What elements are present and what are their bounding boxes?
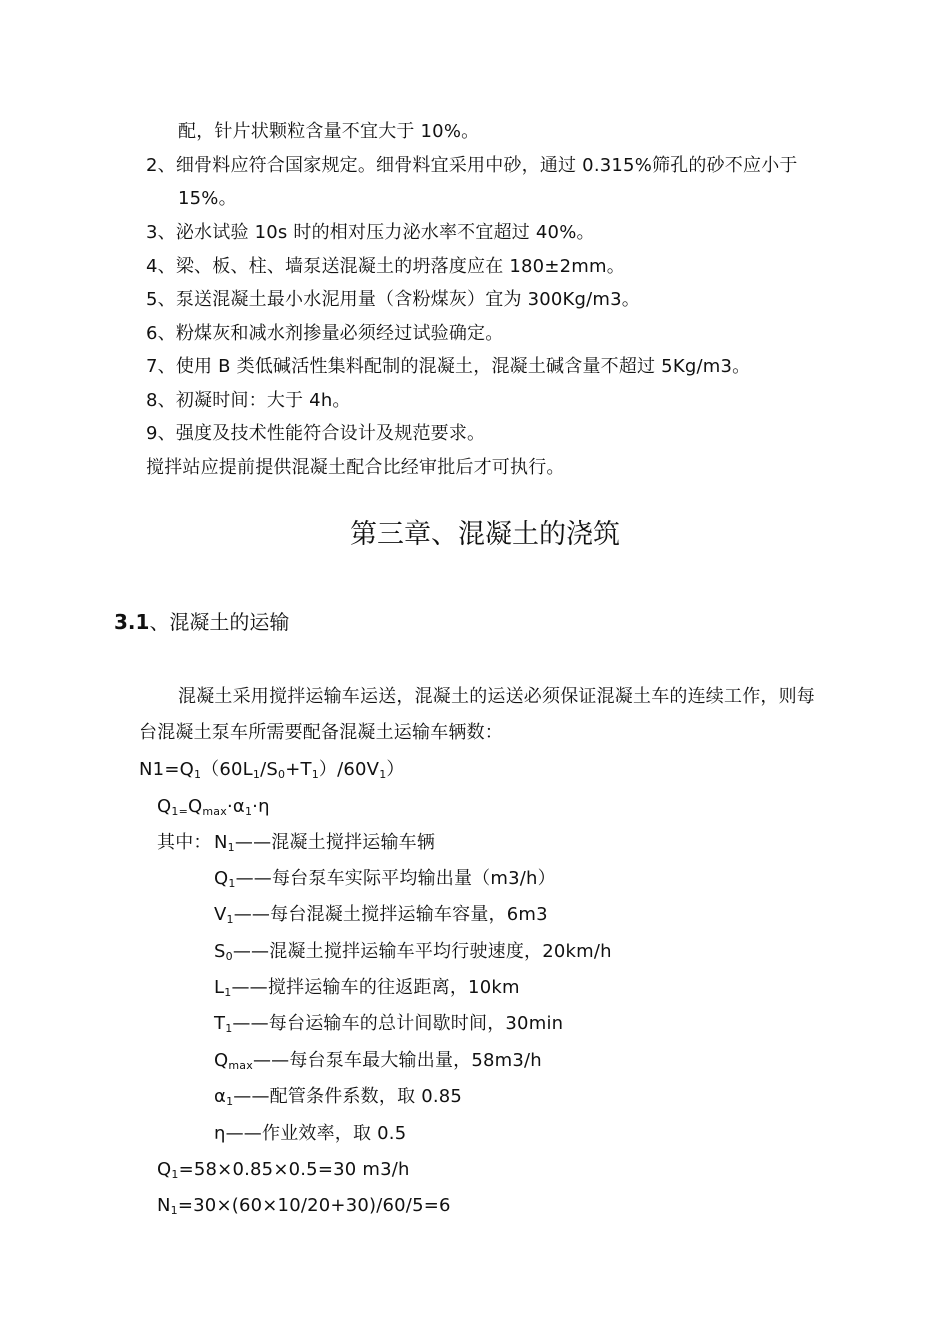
body-paragraph-line-1: 混凝土采用搅拌运输车运送，混凝土的运送必须保证混凝土车的连续工作，则每 bbox=[178, 686, 815, 707]
list-item-2-cont: 15%。 bbox=[178, 188, 237, 209]
chapter-title: 第三章、混凝土的浇筑 bbox=[350, 519, 620, 550]
definition-n1: $N_1——$混凝土搅拌运输车辆 bbox=[214, 832, 436, 854]
list-continuation: 配，针片状颗粒含量不宜大于 10%。 bbox=[178, 121, 480, 142]
calc-q1: $Q_1=58\times 0.85\times 0.5=30$ m3/h bbox=[157, 1159, 410, 1181]
list-item-6: 6、粉煤灰和减水剂掺量必须经过试验确定。 bbox=[146, 323, 504, 344]
definition-v1: $V_1——$每台混凝土搅拌运输车容量，6m3 bbox=[214, 904, 548, 926]
body-paragraph-line-2: 台混凝土泵车所需要配备混凝土运输车辆数： bbox=[139, 722, 503, 743]
list-item-8: 8、初凝时间：大于 4h。 bbox=[146, 390, 351, 411]
list-item-3: 3、泌水试验 10s 时的相对压力泌水率不宜超过 40%。 bbox=[146, 222, 595, 243]
list-item-9: 9、强度及技术性能符合设计及规范要求。 bbox=[146, 423, 486, 444]
definition-l1: $L_1——$搅拌运输车的往返距离，10km bbox=[214, 977, 520, 999]
list-item-2: 2、细骨料应符合国家规定。细骨料宜采用中砂，通过 0.315%筛孔的砂不应小于 bbox=[146, 155, 798, 176]
formula-q1: $Q_{1=}Q_{max}\cdot\alpha_1\cdot\eta$ bbox=[157, 796, 270, 818]
definition-eta: η——作业效率，取 0.5 bbox=[214, 1123, 407, 1144]
definition-q1: $Q_1——$每台泵车实际平均输出量（m3/h） bbox=[214, 868, 556, 890]
calc-n1: $N_1=30\times(60\times 10/20+30)/60/5=6$ bbox=[157, 1195, 451, 1217]
definition-qmax: $Q_{max}——$每台泵车最大输出量，58m3/h bbox=[214, 1050, 542, 1072]
section-title: 、混凝土的运输 bbox=[149, 610, 290, 634]
formula-n1: $N1=Q_1(60L_1/S_0+T_1)/60V_1$） bbox=[139, 759, 405, 781]
section-heading bbox=[114, 608, 289, 636]
list-item-5: 5、泵送混凝土最小水泥用量（含粉煤灰）宜为 300Kg/m3。 bbox=[146, 289, 641, 310]
definition-s0: $S_0——$混凝土搅拌运输车平均行驶速度，20km/h bbox=[214, 941, 612, 963]
definition-lead: 其中： bbox=[157, 832, 212, 853]
definition-t1: $T_1——$每台运输车的总计间歇时间，30min bbox=[214, 1013, 564, 1035]
section-number: 3.1 bbox=[114, 610, 150, 634]
definition-alpha1: $\alpha_1——$配管条件系数，取 0.85 bbox=[214, 1086, 463, 1108]
approval-note: 搅拌站应提前提供混凝土配合比经审批后才可执行。 bbox=[146, 457, 565, 478]
list-item-7: 7、使用 B 类低碱活性集料配制的混凝土，混凝土碱含量不超过 5Kg/m3。 bbox=[146, 356, 751, 377]
list-item-4: 4、梁、板、柱、墙泵送混凝土的坍落度应在 180±2mm。 bbox=[146, 256, 625, 277]
